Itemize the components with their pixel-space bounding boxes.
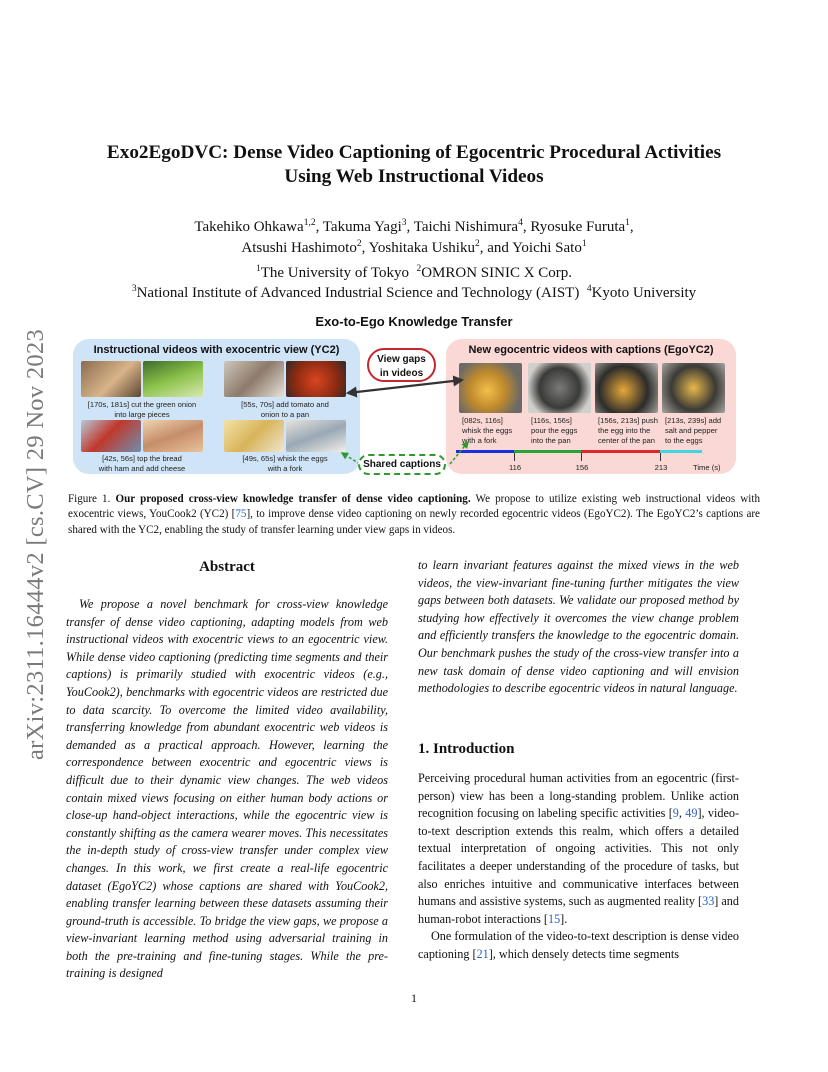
author-name: Yoichi Sato [512,240,582,256]
title-line-2: Using Web Instructional Videos [284,166,544,187]
exo-caption: [55s, 70s] add tomato and onion to a pan [241,400,329,419]
ego-caption: [116s, 156s] pour the eggs into the pan [531,416,578,445]
ego-caption: [082s, 116s] whisk the eggs with a fork [462,416,513,445]
timeline-tick-label: 156 [575,463,589,472]
view-gaps-label: View gaps in videos [367,348,436,382]
caption-bold: Our proposed cross-view knowledge transfer of dense video captioning. [115,493,471,505]
author-affil-mark: 1 [581,239,587,249]
author-name: Takuma Yagi [322,219,402,235]
figure-arrows [340,370,470,465]
author-list: Takehiko Ohkawa$^{1,2}$, Takuma Yagi$^3$, Taichi Nishimura$^4$, Ryosuke Furuta$^1$, Atsushi Hashimoto$^2$, Yoshitaka Ushiku$^2$, and Yoichi Sato$^1$ [194,218,634,256]
arxiv-identifier: arXiv:2311.16444v2 [cs.CV] 29 Nov 2023 [22,328,49,760]
affil-mark: 4 [586,284,592,294]
introduction-body: Perceiving procedural human activities from an egocentric (first-person) view has been a long-standing problem. Unlike action recognition focusing on labeling specific activities [9, 49], video-to-text description extends this realm, which offers a detailed textual interpretation of ongoing activities. This not only facilitates a deeper understanding of the procedure of tasks, but also enriches intuitive and communicative interfaces between humans and assistive systems, such as augmented reality [33] and human-robot interactions [15]. One formulation of the video-to-text description is dense video captioning [21], which densely detects time segments [418,771,740,961]
ego-video-frame [528,363,591,413]
citation-link[interactable]: 75 [235,508,247,521]
figure-heading: Exo-to-Ego Knowledge Transfer [315,314,513,329]
egocentric-panel [446,339,736,474]
figure-caption: Figure 1. Our proposed cross-view knowledge transfer of dense video captioning. We propose to utilize existing web instructional videos with exocentric views, YouCook2 (YC2) [75], to improve dense video captioning on newly recorded egocentric videos (EgoYC2). The EgoYC2’s captions are shared with the YC2, enabling the study of transfer learning under view gaps in videos. [68,493,760,536]
citation-link[interactable]: 15 [547,911,561,926]
timeline-tick [660,453,661,461]
exo-video-frame [143,361,203,397]
exo-video-frame [81,361,141,397]
affiliations [60,263,768,303]
author-affil-mark: 4 [518,218,523,228]
author-name: Taichi Nishimura [413,219,519,235]
exo-video-frame [224,420,284,452]
exo-caption: [42s, 56s] top the bread with ham and add cheese [98,454,186,473]
citation-link[interactable]: 9 [672,806,679,821]
timeline-segment [581,450,660,453]
timeline-segment [514,450,581,453]
author-name: Atsushi Hashimoto [241,240,357,256]
exo-caption: [49s, 65s] whisk the eggs with a fork [242,454,328,473]
timeline-tick [581,453,582,461]
author-name: Yoshitaka Ushiku [368,240,475,256]
author-affil-mark: 1,2 [303,218,316,228]
affiliation: OMRON SINIC X Corp. [421,265,573,281]
timeline-axis-label: Time (s) [693,463,721,472]
abstract-body: We propose a novel benchmark for cross-view knowledge transfer of dense video captioning, adapting models from web instructional videos with exocentric views to an egocentric view. While dense video captioning (predicting time segments and their captions) is primarily studied with exocentric videos (e.g., YouCook2), benchmarks with egocentric videos are restricted due to data scarcity. To overcome the limited video availability, transferring knowledge from abundant exocentric web videos is demanded as a practical approach. However, learning the correspondence between exocentric and egocentric views is difficult due to their dynamic view changes. The web videos contain mixed views focusing on either human body actions or close-up hand-object interactions, while the egocentric view is constantly shifting as the camera wearer moves. This necessitates the in-depth study of cross-view transfer under complex view changes. In this work, we first create a real-life egocentric dataset (EgoYC2) whose captions are shared with YouCook2, enabling transfer learning between these datasets assuming their ground-truth is accessible. To bridge the view gaps, we propose a view-invariant learning method using adversarial training in both the pre-training and fine-tuning stages. While the pre-training is designed [66,597,388,981]
affiliation: National Institute of Advanced Industrial Science and Technology (AIST) [136,285,580,301]
exocentric-panel [73,339,360,474]
shared-caption-arrow-right [450,442,468,464]
affil-mark: 1 [255,264,261,274]
author-affil-mark: 1 [625,218,630,228]
page-number: 1 [411,991,417,1005]
affil-mark: 3 [131,284,137,294]
timeline-tick [514,453,515,461]
author-affil-mark: 2 [356,239,362,249]
abstract-continuation: to learn invariant features against the mixed views in the web videos, the view-invariant fine-tuning further mitigates the view gaps between both datasets. We validate our proposed method by studying how effectively it overcomes the view change problem and efficiently transfers the knowledge to the egocentric domain. Our benchmark pushes the study of the cross-view transfer into a new task domain of dense video captioning and will envision methodologies to describe egocentric videos in natural language. [418,558,739,696]
citation-link[interactable]: 49 [685,806,698,821]
section-heading-introduction: 1. Introduction [418,741,515,757]
ego-video-frame [595,363,658,413]
egocentric-panel-title: New egocentric videos with captions (EgoYC2) [468,344,714,356]
exo-video-frame [81,420,141,452]
author-name: Takehiko Ohkawa [194,219,304,235]
timeline-segment [660,450,702,453]
exo-video-frame [286,420,346,452]
citation-link[interactable]: 21 [476,946,489,961]
ego-video-frame [662,363,725,413]
exocentric-panel-title: Instructional videos with exocentric view (YC2) [93,344,340,356]
exo-caption: [170s, 181s] cut the green onion into large pieces [87,400,197,419]
exo-video-frame [286,361,346,397]
title-line-1: Exo2EgoDVC: Dense Video Captioning of Egocentric Procedural Activities [106,142,722,163]
author-affil-mark: 3 [401,218,407,228]
timeline-tick-label: 116 [508,463,522,472]
citation-link[interactable]: 33 [702,894,715,909]
shared-captions-label: Shared captions [358,454,446,475]
abstract-heading: Abstract [199,559,255,575]
exo-video-frame [143,420,203,452]
author-affil-mark: 2 [474,239,480,249]
affil-mark: 2 [416,264,422,274]
exo-video-frame [224,361,284,397]
ego-caption: [213s, 239s] add salt and pepper to the eggs [665,416,722,445]
timeline-tick-label: 213 [654,463,668,472]
affiliation: The University of Tokyo [260,265,409,281]
affiliation: Kyoto University [591,285,697,301]
author-name: Ryosuke Furuta [530,219,626,235]
ego-caption: [156s, 213s] push the egg into the center of the pan [598,416,658,445]
paper-title [60,141,768,189]
